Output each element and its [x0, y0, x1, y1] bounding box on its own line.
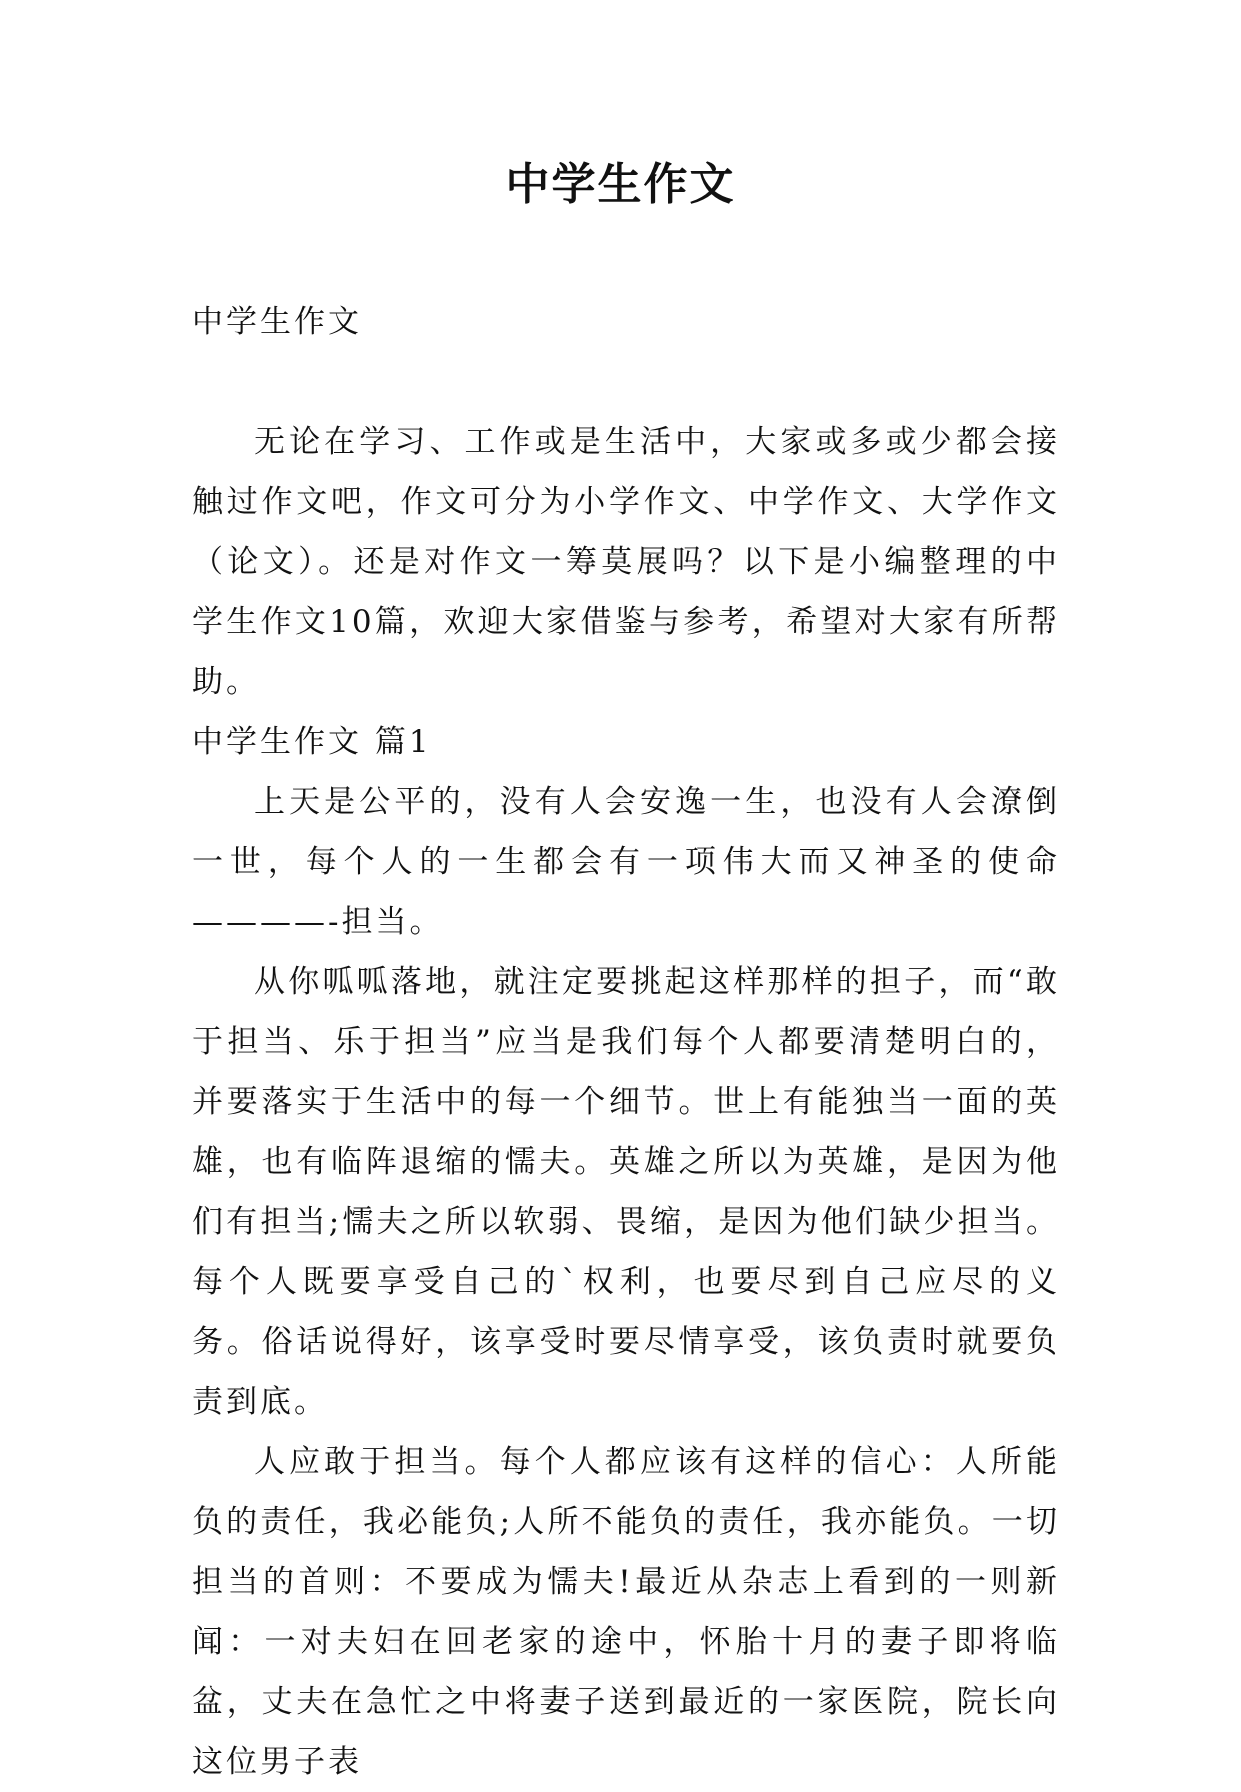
body-paragraph-3: 人应敢于担当。每个人都应该有这样的信心：人所能负的责任，我必能负;人所不能负的责任，我亦能负。一切担当的首则：不要成为懦夫!最近从杂志上看到的一则新闻：一对夫妇在回老家的途中，怀胎十月的妻子即将临盆，丈夫在急忙之中将妻子送到最近的一家医院，院长向这位男子表 — [192, 1444, 1060, 1780]
document-subtitle: 中学生作文 — [192, 304, 362, 340]
intro-paragraph: 无论在学习、工作或是生活中，大家或多或少都会接触过作文吧，作文可分为小学作文、中学作文、大学作文（论文）。还是对作文一筹莫展吗？以下是小编整理的中学生作文10篇，欢迎大家借鉴与参考，希望对大家有所帮助。 — [192, 424, 1060, 700]
spacer — [192, 352, 1060, 412]
document-body — [192, 292, 1060, 1792]
body-paragraph-1: 上天是公平的，没有人会安逸一生，也没有人会潦倒一世，每个人的一生都会有一项伟大而又神圣的使命————-担当。 — [192, 784, 1060, 940]
section-heading: 中学生作文 篇1 — [192, 724, 432, 760]
document-title: 中学生作文 — [505, 159, 736, 210]
body-paragraph-2: 从你呱呱落地，就注定要挑起这样那样的担子，而“敢于担当、乐于担当”应当是我们每个人都要清楚明白的，并要落实于生活中的每一个细节。世上有能独当一面的英雄，也有临阵退缩的懦夫。英雄之所以为英雄，是因为他们有担当;懦夫之所以软弱、畏缩，是因为他们缺少担当。每个人既要享受自己的`权利，也要尽到自己应尽的义务。俗话说得好，该享受时要尽情享受，该负责时就要负责到底。 — [192, 964, 1060, 1420]
